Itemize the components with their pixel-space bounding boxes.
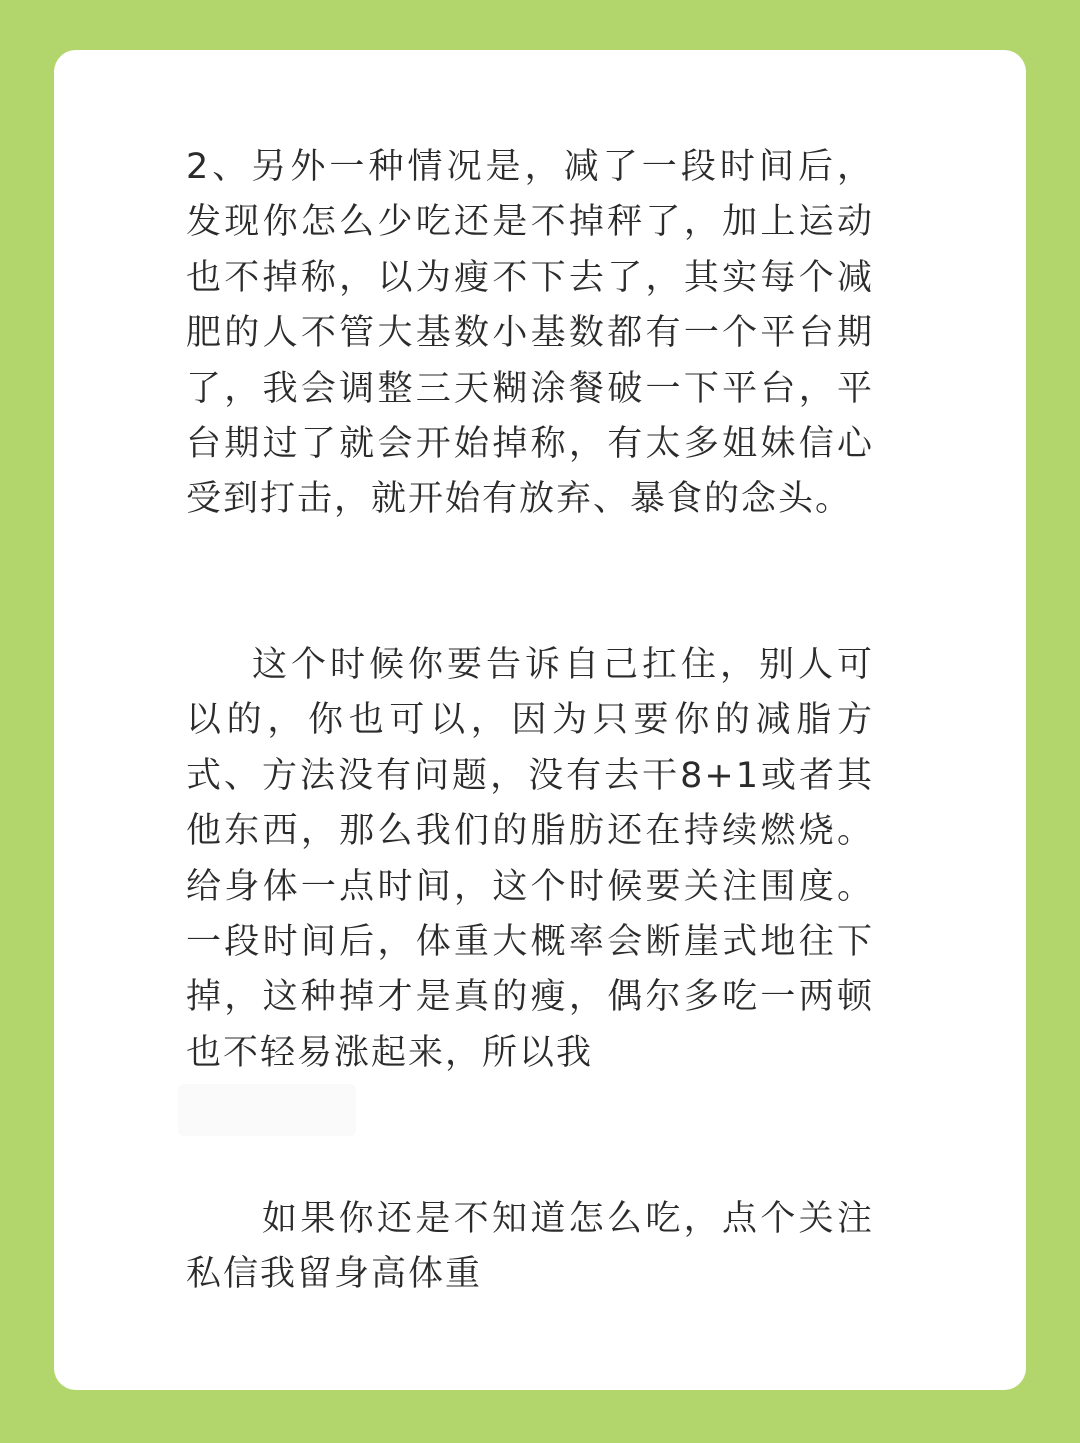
paragraph-call-to-action: 如果你还是不知道怎么吃，点个关注私信我留身高体重 bbox=[186, 1199, 874, 1295]
paragraph-plateau: 2、另外一种情况是，减了一段时间后，发现你怎么少吃还是不掉秤了，加上运动也不掉称，以为瘦不下去了，其实每个减肥的人不管大基数小基数都有一个平台期了，我会调整三天糊涂餐破一下平台，平台期过了就会开始掉称，有太多姐妹信心受到打击，就开始有放弃、暴食的念头。 bbox=[186, 147, 874, 520]
redacted-text-patch bbox=[178, 1084, 356, 1136]
paragraph-persist: 这个时候你要告诉自己扛住，别人可以的，你也可以，因为只要你的减脂方式、方法没有问题，没有去干8+1或者其他东西，那么我们的脂肪还在持续燃烧。给身体一点时间，这个时候要关注围度。一段时间后，体重大概率会断崖式地往下掉，这种掉才是真的瘦，偶尔多吃一两顿也不轻易涨起来，所以我 bbox=[186, 645, 874, 1073]
